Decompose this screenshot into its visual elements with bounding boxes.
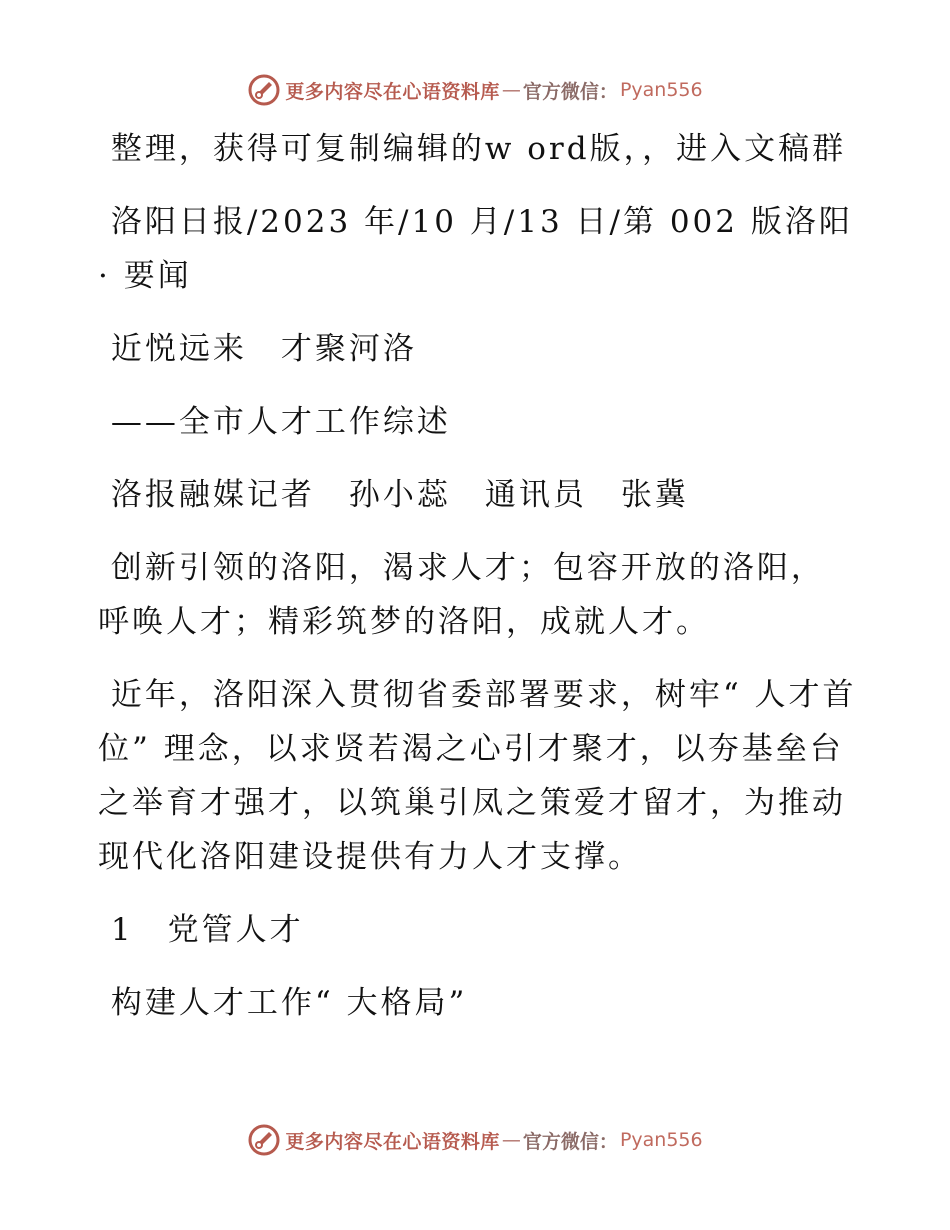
lead-paragraph: 创新引领的洛阳，渴求人才；包容开放的洛阳，呼唤人才；精彩筑梦的洛阳，成就人才。 xyxy=(98,550,825,640)
article-title: 近悦远来 才聚河洛 xyxy=(98,331,417,367)
source-line-paragraph: 洛阳日报/2023 年/10 月/13 日/第 002 版洛阳 · 要闻 xyxy=(98,204,866,294)
footer-watermark-banner xyxy=(0,1120,950,1160)
section-heading: 1 党管人才 xyxy=(98,912,304,948)
banner-text: 更多内容尽在心语资料库 xyxy=(285,1130,500,1153)
brand-logo-icon xyxy=(247,73,281,107)
header-watermark-banner xyxy=(0,70,950,110)
banner-separator: — xyxy=(501,79,521,101)
banner-text: 更多内容尽在心语资料库 xyxy=(285,80,500,103)
banner-separator: — xyxy=(501,1129,521,1151)
section-subheading: 构建人才工作“ 大格局” xyxy=(98,985,468,1021)
banner-wechat-label: 官方微信： xyxy=(522,1130,618,1153)
byline-paragraph: 洛报融媒记者 孙小蕊 通讯员 张冀 xyxy=(98,477,689,513)
banner-wechat-id: Pyan556 xyxy=(619,79,703,101)
banner-wechat-label: 官方微信： xyxy=(522,80,618,103)
document-body xyxy=(98,122,866,1030)
body-paragraph: 近年，洛阳深入贯彻省委部署要求，树牢“ 人才首位” 理念，以求贤若渴之心引才聚才，以夯基垒台之举育才强才，以筑巢引凤之策爱才留才，为推动现代化洛阳建设提供有力人才支撑。 xyxy=(98,677,857,875)
intro-note-paragraph: 整理，获得可复制编辑的w ord版，，进入文稿群 xyxy=(98,131,847,167)
brand-logo-icon xyxy=(247,1123,281,1157)
banner-wechat-id: Pyan556 xyxy=(619,1129,703,1151)
article-subtitle: ——全市人才工作综述 xyxy=(98,404,451,440)
